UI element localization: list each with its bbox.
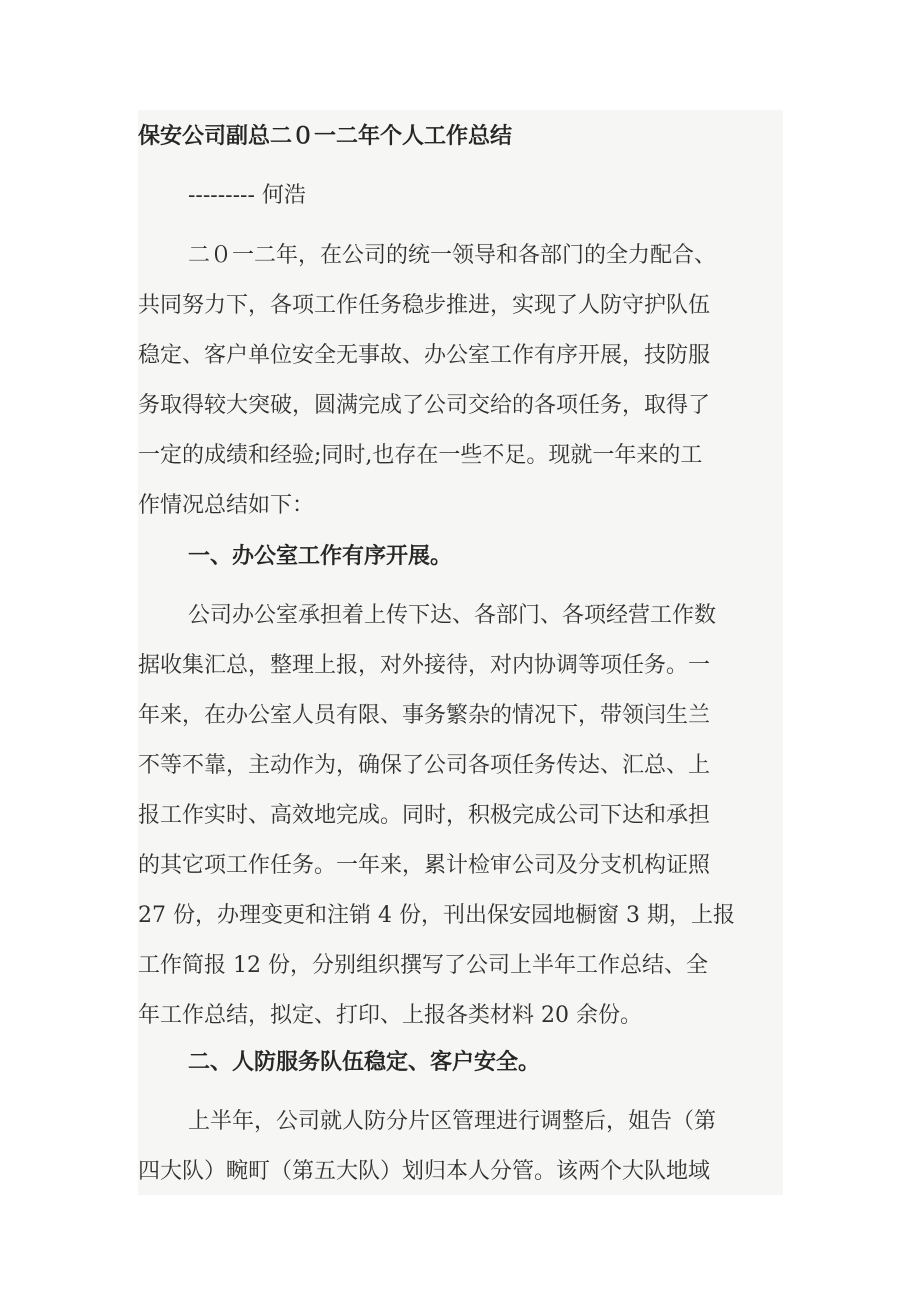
author-line: --------- 何浩: [188, 183, 306, 208]
paragraph-line: 不等不靠，主动作为，确保了公司各项任务传达、汇总、上: [138, 753, 711, 778]
paragraph-line: 年来，在办公室人员有限、事务繁杂的情况下，带领闫生兰: [138, 703, 711, 728]
paragraph-line: 的其它项工作任务。一年来，累计检审公司及分支机构证照: [138, 853, 711, 878]
document-title: 保安公司副总二０一二年个人工作总结: [138, 123, 513, 149]
section-heading: 一、办公室工作有序开展。: [188, 543, 453, 569]
paragraph-line: 稳定、客户单位安全无事故、办公室工作有序开展，技防服: [138, 343, 711, 368]
section-heading: 二、人防服务队伍稳定、客户安全。: [188, 1049, 541, 1075]
paragraph-line: 作情况总结如下：: [138, 493, 315, 518]
paragraph-line: 上半年，公司就人防分片区管理进行调整后，姐告（第: [188, 1109, 717, 1134]
paragraph-line: 年工作总结，拟定、打印、上报各类材料 20 余份。: [138, 1003, 642, 1028]
paragraph-line: 一定的成绩和经验;同时,也存在一些不足。现就一年来的工: [138, 443, 703, 468]
paragraph-line: 共同努力下，各项工作任务稳步推进，实现了人防守护队伍: [138, 293, 711, 318]
paragraph-line: 务取得较大突破，圆满完成了公司交给的各项任务，取得了: [138, 393, 711, 418]
paragraph-line: 公司办公室承担着上传下达、各部门、各项经营工作数: [188, 603, 717, 628]
paragraph-line: 四大队）畹町（第五大队）划归本人分管。该两个大队地域: [138, 1159, 711, 1184]
paragraph-line: 报工作实时、高效地完成。同时，积极完成公司下达和承担: [138, 803, 711, 828]
document-body: [138, 110, 783, 1195]
paragraph-line: 27 份，办理变更和注销 4 份，刊出保安园地橱窗 3 期，上报: [138, 903, 735, 928]
paragraph-line: 据收集汇总，整理上报，对外接待，对内协调等项任务。一: [138, 653, 711, 678]
paragraph-line: 二０一二年，在公司的统一领导和各部门的全力配合、: [188, 243, 717, 268]
paragraph-line: 工作简报 12 份，分别组织撰写了公司上半年工作总结、全: [138, 953, 708, 978]
